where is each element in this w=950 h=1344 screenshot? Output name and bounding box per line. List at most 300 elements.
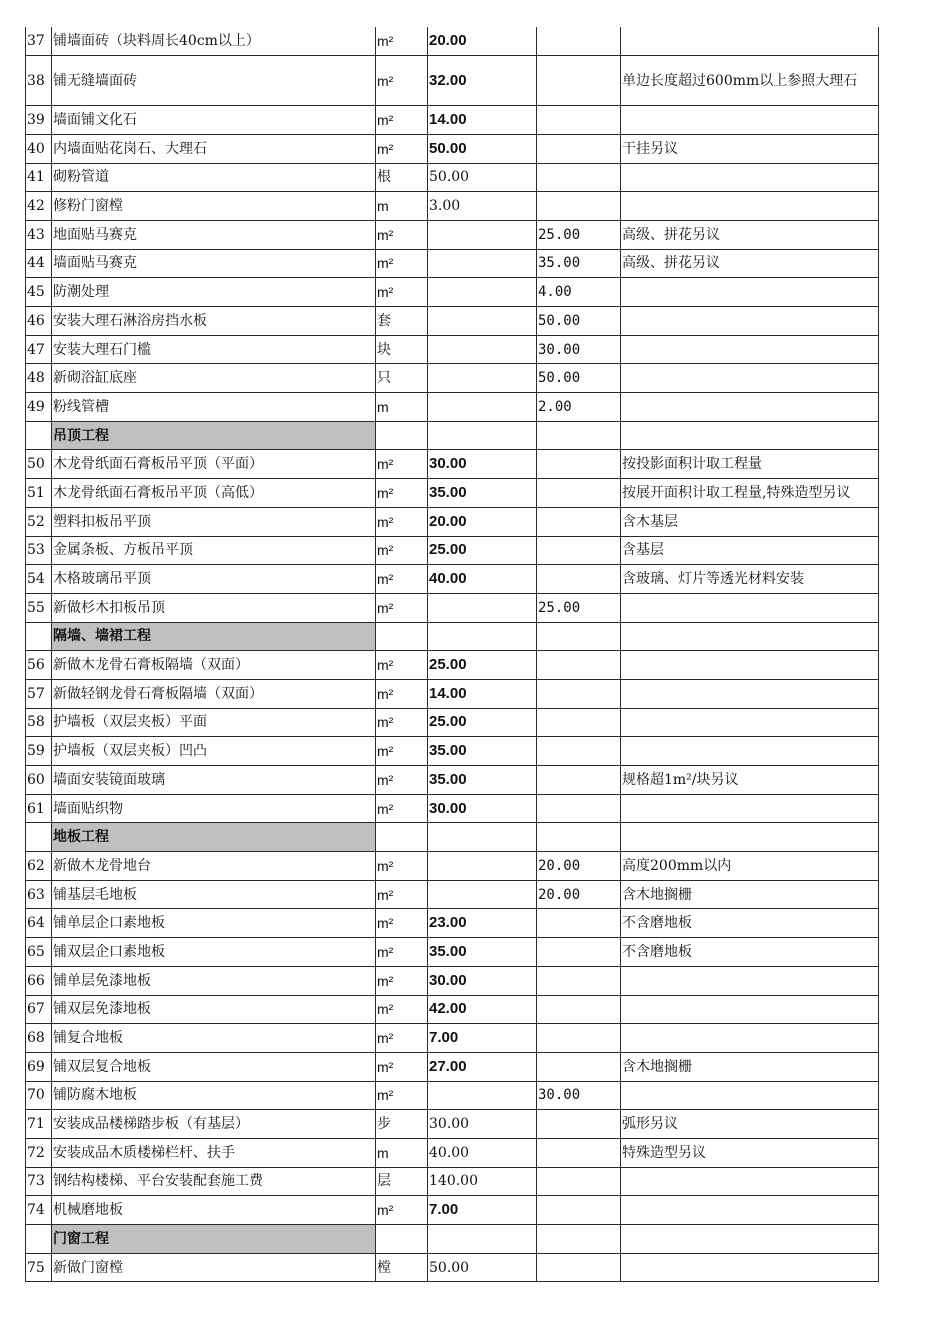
item-name: 铺双层企口素地板 xyxy=(52,938,376,967)
item-name: 钢结构楼梯、平台安装配套施工费 xyxy=(52,1167,376,1196)
table-row xyxy=(26,708,879,737)
labor-price: 50.00 xyxy=(428,1253,537,1282)
table-row xyxy=(26,766,879,795)
section-row xyxy=(26,622,879,651)
remark xyxy=(621,593,879,622)
material-price: 20.00 xyxy=(537,852,621,881)
material-price xyxy=(537,536,621,565)
remark: 按投影面积计取工程量 xyxy=(621,450,879,479)
labor-price: 35.00 xyxy=(428,479,537,508)
labor-price xyxy=(428,307,537,336)
item-name: 铺墙面砖（块料周长40cm以上） xyxy=(52,27,376,56)
item-name: 内墙面贴花岗石、大理石 xyxy=(52,134,376,163)
table-row xyxy=(26,27,879,56)
unit: m² xyxy=(376,536,428,565)
item-name: 铺双层复合地板 xyxy=(52,1052,376,1081)
item-name: 金属条板、方板吊平顶 xyxy=(52,536,376,565)
row-number: 63 xyxy=(26,880,52,909)
material-price xyxy=(537,708,621,737)
row-number-cell xyxy=(26,622,52,651)
item-name: 安装大理石淋浴房挡水板 xyxy=(52,307,376,336)
table-row xyxy=(26,1024,879,1053)
material-price xyxy=(537,192,621,221)
labor-price xyxy=(428,220,537,249)
material-price xyxy=(537,27,621,56)
item-name: 墙面贴马赛克 xyxy=(52,249,376,278)
labor-price: 30.00 xyxy=(428,794,537,823)
remark xyxy=(621,1167,879,1196)
remark xyxy=(621,1024,879,1053)
unit: m² xyxy=(376,1052,428,1081)
table-row xyxy=(26,852,879,881)
row-number: 52 xyxy=(26,507,52,536)
row-number-cell xyxy=(26,1225,52,1254)
labor-price: 20.00 xyxy=(428,507,537,536)
labor-price xyxy=(428,593,537,622)
labor-price: 25.00 xyxy=(428,708,537,737)
material-price xyxy=(537,737,621,766)
labor-price: 140.00 xyxy=(428,1167,537,1196)
item-name: 安装大理石门槛 xyxy=(52,335,376,364)
unit: m xyxy=(376,1138,428,1167)
unit: m² xyxy=(376,852,428,881)
empty-cell xyxy=(537,622,621,651)
unit: m xyxy=(376,393,428,422)
table-row xyxy=(26,278,879,307)
row-number-cell xyxy=(26,421,52,450)
row-number: 53 xyxy=(26,536,52,565)
table-row xyxy=(26,364,879,393)
row-number: 60 xyxy=(26,766,52,795)
row-number: 65 xyxy=(26,938,52,967)
remark: 含玻璃、灯片等透光材料安装 xyxy=(621,565,879,594)
empty-cell xyxy=(428,1225,537,1254)
remark: 含木地搁栅 xyxy=(621,1052,879,1081)
row-number: 51 xyxy=(26,479,52,508)
empty-cell xyxy=(376,421,428,450)
row-number: 40 xyxy=(26,134,52,163)
empty-cell xyxy=(621,1225,879,1254)
unit: m² xyxy=(376,1196,428,1225)
table-row xyxy=(26,1110,879,1139)
row-number: 70 xyxy=(26,1081,52,1110)
item-name: 木龙骨纸面石膏板吊平顶（高低） xyxy=(52,479,376,508)
row-number: 55 xyxy=(26,593,52,622)
remark xyxy=(621,1253,879,1282)
item-name: 新做轻钢龙骨石膏板隔墙（双面） xyxy=(52,679,376,708)
labor-price: 30.00 xyxy=(428,966,537,995)
labor-price: 32.00 xyxy=(428,56,537,106)
material-price xyxy=(537,909,621,938)
item-name: 木龙骨纸面石膏板吊平顶（平面） xyxy=(52,450,376,479)
remark xyxy=(621,27,879,56)
remark: 含木基层 xyxy=(621,507,879,536)
material-price xyxy=(537,565,621,594)
table-row xyxy=(26,134,879,163)
material-price xyxy=(537,1138,621,1167)
unit: 根 xyxy=(376,163,428,192)
remark xyxy=(621,307,879,336)
row-number: 69 xyxy=(26,1052,52,1081)
remark: 不含磨地板 xyxy=(621,938,879,967)
row-number: 38 xyxy=(26,56,52,106)
unit: m² xyxy=(376,737,428,766)
table-row xyxy=(26,220,879,249)
row-number: 67 xyxy=(26,995,52,1024)
item-name: 铺单层免漆地板 xyxy=(52,966,376,995)
table-row xyxy=(26,335,879,364)
labor-price: 3.00 xyxy=(428,192,537,221)
unit: m² xyxy=(376,507,428,536)
material-price xyxy=(537,1196,621,1225)
remark xyxy=(621,278,879,307)
material-price: 30.00 xyxy=(537,335,621,364)
table-row xyxy=(26,1196,879,1225)
material-price: 25.00 xyxy=(537,220,621,249)
item-name: 木格玻璃吊平顶 xyxy=(52,565,376,594)
unit: m² xyxy=(376,679,428,708)
remark: 高级、拼花另议 xyxy=(621,249,879,278)
table-row xyxy=(26,307,879,336)
material-price xyxy=(537,1110,621,1139)
empty-cell xyxy=(537,823,621,852)
empty-cell xyxy=(621,421,879,450)
labor-price: 35.00 xyxy=(428,737,537,766)
unit: m² xyxy=(376,708,428,737)
labor-price: 20.00 xyxy=(428,27,537,56)
section-row xyxy=(26,1225,879,1254)
row-number: 61 xyxy=(26,794,52,823)
row-number: 58 xyxy=(26,708,52,737)
item-name: 铺双层免漆地板 xyxy=(52,995,376,1024)
section-row xyxy=(26,421,879,450)
section-title: 隔墙、墙裙工程 xyxy=(52,622,376,651)
item-name: 墙面贴织物 xyxy=(52,794,376,823)
table-row xyxy=(26,536,879,565)
labor-price xyxy=(428,249,537,278)
table-row xyxy=(26,966,879,995)
remark: 规格超1m²/块另议 xyxy=(621,766,879,795)
row-number: 39 xyxy=(26,106,52,135)
row-number: 37 xyxy=(26,27,52,56)
labor-price: 25.00 xyxy=(428,651,537,680)
row-number: 56 xyxy=(26,651,52,680)
row-number: 74 xyxy=(26,1196,52,1225)
remark xyxy=(621,106,879,135)
labor-price: 27.00 xyxy=(428,1052,537,1081)
item-name: 护墙板（双层夹板）凹凸 xyxy=(52,737,376,766)
material-price: 25.00 xyxy=(537,593,621,622)
labor-price xyxy=(428,1081,537,1110)
material-price xyxy=(537,938,621,967)
empty-cell xyxy=(621,823,879,852)
table-row xyxy=(26,651,879,680)
material-price xyxy=(537,1024,621,1053)
row-number: 43 xyxy=(26,220,52,249)
remark: 不含磨地板 xyxy=(621,909,879,938)
labor-price xyxy=(428,393,537,422)
item-name: 修粉门窗樘 xyxy=(52,192,376,221)
item-name: 新砌浴缸底座 xyxy=(52,364,376,393)
remark xyxy=(621,708,879,737)
labor-price: 35.00 xyxy=(428,766,537,795)
remark xyxy=(621,737,879,766)
material-price xyxy=(537,794,621,823)
table-row xyxy=(26,1167,879,1196)
unit: m² xyxy=(376,220,428,249)
row-number: 44 xyxy=(26,249,52,278)
table-row xyxy=(26,995,879,1024)
empty-cell xyxy=(621,622,879,651)
unit: m² xyxy=(376,249,428,278)
remark xyxy=(621,364,879,393)
table-row xyxy=(26,593,879,622)
row-number: 42 xyxy=(26,192,52,221)
row-number: 54 xyxy=(26,565,52,594)
item-name: 墙面安装镜面玻璃 xyxy=(52,766,376,795)
material-price xyxy=(537,56,621,106)
unit: 步 xyxy=(376,1110,428,1139)
unit: m² xyxy=(376,1081,428,1110)
row-number: 71 xyxy=(26,1110,52,1139)
labor-price: 40.00 xyxy=(428,1138,537,1167)
table-row xyxy=(26,192,879,221)
row-number: 49 xyxy=(26,393,52,422)
row-number: 47 xyxy=(26,335,52,364)
unit: m² xyxy=(376,938,428,967)
empty-cell xyxy=(537,421,621,450)
material-price xyxy=(537,1253,621,1282)
table-row xyxy=(26,909,879,938)
item-name: 铺基层毛地板 xyxy=(52,880,376,909)
material-price: 20.00 xyxy=(537,880,621,909)
table-row xyxy=(26,880,879,909)
remark xyxy=(621,1081,879,1110)
item-name: 铺单层企口素地板 xyxy=(52,909,376,938)
empty-cell xyxy=(537,1225,621,1254)
labor-price: 7.00 xyxy=(428,1196,537,1225)
item-name: 铺防腐木地板 xyxy=(52,1081,376,1110)
labor-price: 50.00 xyxy=(428,163,537,192)
remark: 含基层 xyxy=(621,536,879,565)
unit: m² xyxy=(376,1024,428,1053)
labor-price xyxy=(428,852,537,881)
row-number: 46 xyxy=(26,307,52,336)
material-price xyxy=(537,134,621,163)
unit: 块 xyxy=(376,335,428,364)
unit: m² xyxy=(376,134,428,163)
table-row xyxy=(26,565,879,594)
remark xyxy=(621,192,879,221)
material-price: 2.00 xyxy=(537,393,621,422)
remark: 干挂另议 xyxy=(621,134,879,163)
empty-cell xyxy=(428,823,537,852)
unit: 樘 xyxy=(376,1253,428,1282)
item-name: 砌粉管道 xyxy=(52,163,376,192)
table-row xyxy=(26,106,879,135)
row-number: 73 xyxy=(26,1167,52,1196)
remark xyxy=(621,335,879,364)
material-price xyxy=(537,766,621,795)
row-number: 64 xyxy=(26,909,52,938)
table-row xyxy=(26,249,879,278)
row-number: 48 xyxy=(26,364,52,393)
unit: m² xyxy=(376,880,428,909)
unit: m² xyxy=(376,794,428,823)
item-name: 安装成品木质楼梯栏杆、扶手 xyxy=(52,1138,376,1167)
material-price xyxy=(537,651,621,680)
unit: 套 xyxy=(376,307,428,336)
material-price xyxy=(537,995,621,1024)
price-table-body xyxy=(26,27,879,1282)
item-name: 铺复合地板 xyxy=(52,1024,376,1053)
table-row xyxy=(26,393,879,422)
remark: 单边长度超过600mm以上参照大理石 xyxy=(621,56,879,106)
labor-price: 30.00 xyxy=(428,450,537,479)
unit: m² xyxy=(376,450,428,479)
item-name: 铺无缝墙面砖 xyxy=(52,56,376,106)
item-name: 新做木龙骨石膏板隔墙（双面） xyxy=(52,651,376,680)
unit: 只 xyxy=(376,364,428,393)
item-name: 塑料扣板吊平顶 xyxy=(52,507,376,536)
material-price: 30.00 xyxy=(537,1081,621,1110)
material-price xyxy=(537,1052,621,1081)
section-title: 地板工程 xyxy=(52,823,376,852)
remark xyxy=(621,163,879,192)
table-row xyxy=(26,679,879,708)
unit: m² xyxy=(376,565,428,594)
section-title: 吊顶工程 xyxy=(52,421,376,450)
remark xyxy=(621,679,879,708)
row-number: 41 xyxy=(26,163,52,192)
remark xyxy=(621,966,879,995)
row-number: 62 xyxy=(26,852,52,881)
labor-price: 7.00 xyxy=(428,1024,537,1053)
remark xyxy=(621,794,879,823)
item-name: 地面贴马赛克 xyxy=(52,220,376,249)
material-price xyxy=(537,106,621,135)
item-name: 护墙板（双层夹板）平面 xyxy=(52,708,376,737)
remark: 弧形另议 xyxy=(621,1110,879,1139)
section-title: 门窗工程 xyxy=(52,1225,376,1254)
remark: 高度200mm以内 xyxy=(621,852,879,881)
table-row xyxy=(26,479,879,508)
row-number: 45 xyxy=(26,278,52,307)
item-name: 防潮处理 xyxy=(52,278,376,307)
material-price: 50.00 xyxy=(537,364,621,393)
item-name: 粉线管槽 xyxy=(52,393,376,422)
labor-price: 14.00 xyxy=(428,679,537,708)
table-row xyxy=(26,938,879,967)
price-table xyxy=(25,27,879,1282)
labor-price: 42.00 xyxy=(428,995,537,1024)
labor-price: 40.00 xyxy=(428,565,537,594)
remark xyxy=(621,995,879,1024)
labor-price: 23.00 xyxy=(428,909,537,938)
empty-cell xyxy=(428,622,537,651)
unit: m² xyxy=(376,106,428,135)
material-price xyxy=(537,1167,621,1196)
table-row xyxy=(26,163,879,192)
row-number-cell xyxy=(26,823,52,852)
empty-cell xyxy=(376,1225,428,1254)
table-row xyxy=(26,450,879,479)
remark xyxy=(621,393,879,422)
row-number: 75 xyxy=(26,1253,52,1282)
unit: m xyxy=(376,192,428,221)
item-name: 新做门窗樘 xyxy=(52,1253,376,1282)
unit: m² xyxy=(376,479,428,508)
unit: m² xyxy=(376,995,428,1024)
table-row xyxy=(26,1081,879,1110)
row-number: 72 xyxy=(26,1138,52,1167)
row-number: 57 xyxy=(26,679,52,708)
labor-price xyxy=(428,364,537,393)
row-number: 59 xyxy=(26,737,52,766)
unit: m² xyxy=(376,651,428,680)
material-price: 35.00 xyxy=(537,249,621,278)
item-name: 新做木龙骨地台 xyxy=(52,852,376,881)
labor-price: 30.00 xyxy=(428,1110,537,1139)
table-row xyxy=(26,1138,879,1167)
labor-price: 25.00 xyxy=(428,536,537,565)
material-price: 50.00 xyxy=(537,307,621,336)
section-row xyxy=(26,823,879,852)
labor-price xyxy=(428,278,537,307)
table-row xyxy=(26,507,879,536)
table-row xyxy=(26,56,879,106)
unit: m² xyxy=(376,966,428,995)
empty-cell xyxy=(428,421,537,450)
labor-price: 35.00 xyxy=(428,938,537,967)
unit: m² xyxy=(376,56,428,106)
labor-price: 50.00 xyxy=(428,134,537,163)
unit: 层 xyxy=(376,1167,428,1196)
table-row xyxy=(26,1253,879,1282)
table-row xyxy=(26,737,879,766)
remark: 特殊造型另议 xyxy=(621,1138,879,1167)
item-name: 安装成品楼梯踏步板（有基层） xyxy=(52,1110,376,1139)
unit: m² xyxy=(376,593,428,622)
empty-cell xyxy=(376,823,428,852)
labor-price xyxy=(428,335,537,364)
table-row xyxy=(26,794,879,823)
material-price xyxy=(537,507,621,536)
remark xyxy=(621,1196,879,1225)
material-price xyxy=(537,450,621,479)
material-price xyxy=(537,163,621,192)
unit: m² xyxy=(376,766,428,795)
item-name: 新做杉木扣板吊顶 xyxy=(52,593,376,622)
labor-price: 14.00 xyxy=(428,106,537,135)
material-price xyxy=(537,966,621,995)
item-name: 墙面铺文化石 xyxy=(52,106,376,135)
unit: m² xyxy=(376,278,428,307)
row-number: 68 xyxy=(26,1024,52,1053)
remark: 按展开面积计取工程量,特殊造型另议 xyxy=(621,479,879,508)
material-price: 4.00 xyxy=(537,278,621,307)
remark xyxy=(621,651,879,680)
unit: m² xyxy=(376,27,428,56)
empty-cell xyxy=(376,622,428,651)
material-price xyxy=(537,679,621,708)
material-price xyxy=(537,479,621,508)
row-number: 66 xyxy=(26,966,52,995)
remark: 高级、拼花另议 xyxy=(621,220,879,249)
table-row xyxy=(26,1052,879,1081)
labor-price xyxy=(428,880,537,909)
unit: m² xyxy=(376,909,428,938)
